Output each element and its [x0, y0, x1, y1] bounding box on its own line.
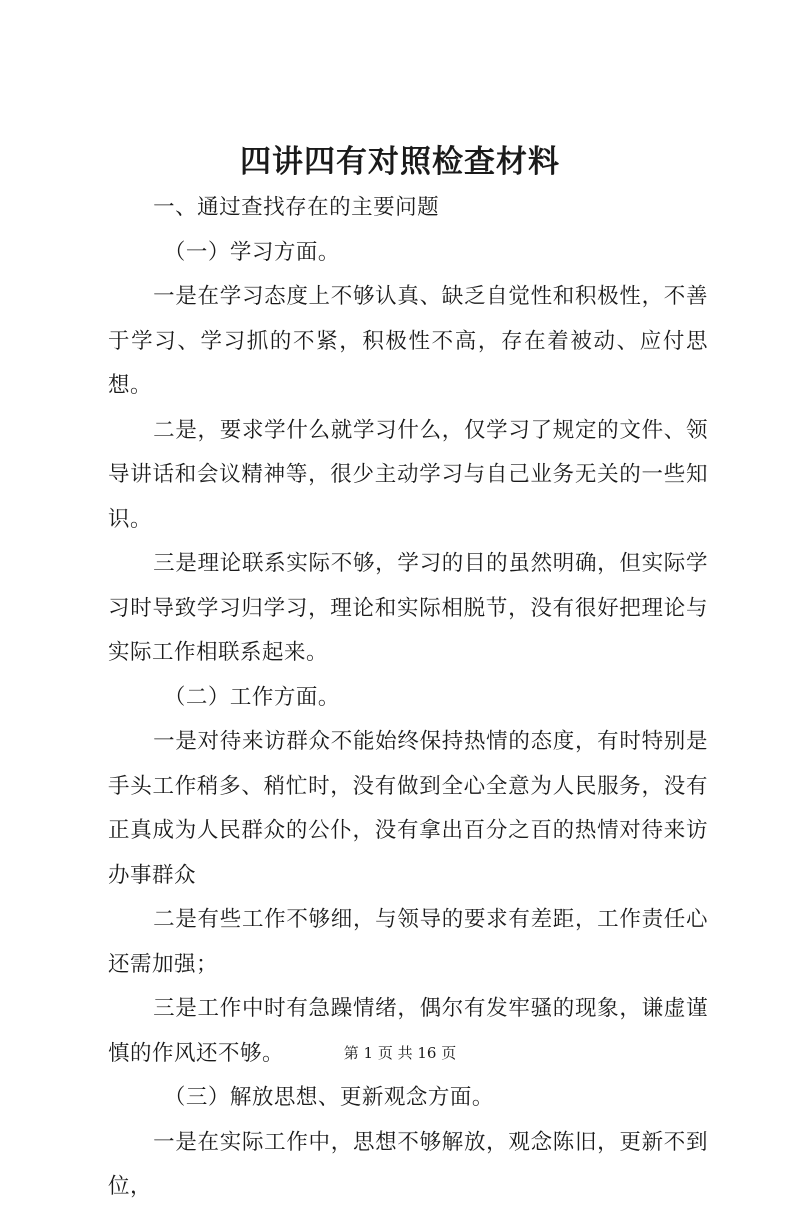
page-footer: 第 1 页 共 16 页 — [343, 1044, 457, 1062]
paragraph: 三是理论联系实际不够，学习的目的虽然明确，但实际学习时导致学习归学习，理论和实际相脱节，没有很好把理论与实际工作相联系起来。 — [108, 551, 708, 665]
subsection-heading: （二）工作方面。 — [163, 684, 340, 710]
paragraph: 二是，要求学什么就学习什么，仅学习了规定的文件、领导讲话和会议精神等，很少主动学习与自己业务无关的一些知识。 — [108, 417, 708, 532]
subsection-heading: （一）学习方面。 — [163, 239, 340, 265]
paragraph: 一是在实际工作中，思想不够解放，观念陈旧，更新不到位， — [108, 1129, 708, 1199]
paragraph: 一是对待来访群众不能始终保持热情的态度，有时特别是手头工作稍多、稍忙时，没有做到全心全意为人民服务，没有正真成为人民群众的公仆，没有拿出百分之百的热情对待来访办事群众 — [108, 729, 708, 888]
section-heading: 一、通过查找存在的主要问题 — [153, 195, 440, 220]
paragraph: 一是在学习态度上不够认真、缺乏自觉性和积极性，不善于学习、学习抓的不紧，积极性不高，存在着被动、应付思想。 — [108, 284, 708, 398]
paragraph: 三是工作中时有急躁情绪，偶尔有发牢骚的现象，谦虚谨慎的作风还不够。 — [108, 996, 708, 1066]
paragraph: 二是有些工作不够细，与领导的要求有差距，工作责任心还需加强； — [108, 907, 708, 977]
document-title: 四讲四有对照检查材料 — [240, 144, 560, 180]
subsection-heading: （三）解放思想、更新观念方面。 — [163, 1085, 494, 1110]
